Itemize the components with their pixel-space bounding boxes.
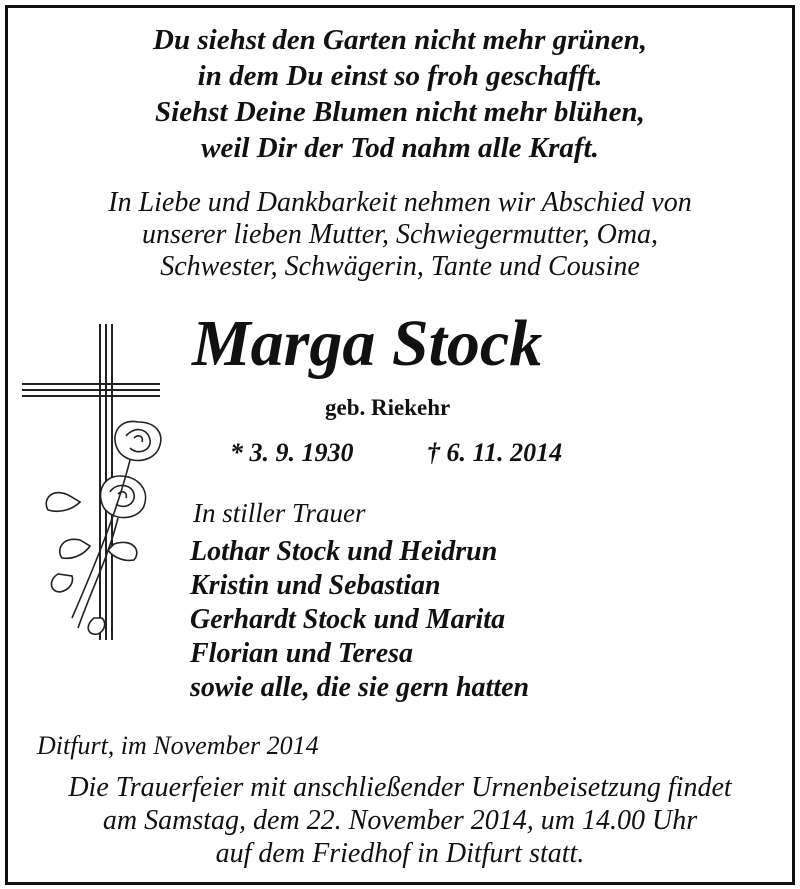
intro-line: In Liebe und Dankbarkeit nehmen wir Abschied von [108, 187, 692, 218]
birth-date: * 3. 9. 1930 [230, 438, 354, 467]
mourning-label: In stiller Trauer [193, 498, 366, 528]
funeral-service-info [0, 771, 800, 870]
mourner-line: Florian und Teresa [190, 638, 414, 669]
cross-with-roses-icon [18, 318, 178, 648]
intro-line: Schwester, Schwägerin, Tante und Cousine [160, 251, 640, 282]
mourner-line: sowie alle, die sie gern hatten [190, 672, 530, 703]
poem-line: Siehst Deine Blumen nicht mehr blühen, [155, 96, 645, 128]
place-and-date: Ditfurt, im November 2014 [37, 731, 319, 760]
deceased-name: Marga Stock [192, 307, 543, 380]
poem [0, 22, 800, 166]
poem-line: Du siehst den Garten nicht mehr grünen, [153, 24, 647, 56]
service-line: auf dem Friedhof in Ditfurt statt. [215, 838, 585, 869]
poem-line: weil Dir der Tod nahm alle Kraft. [201, 132, 599, 164]
intro-line: unserer lieben Mutter, Schwiegermutter, Oma, [141, 219, 659, 250]
death-date: † 6. 11. 2014 [427, 438, 563, 467]
service-line: Die Trauerfeier mit anschließender Urnenbeisetzung findet [68, 772, 732, 803]
mourner-line: Gerhardt Stock und Marita [190, 604, 506, 635]
mourners-list [190, 535, 529, 705]
maiden-name: geb. Riekehr [325, 395, 451, 420]
farewell-intro [0, 187, 800, 283]
service-line: am Samstag, dem 22. November 2014, um 14.00 Uhr [102, 805, 698, 836]
mourner-line: Kristin und Sebastian [190, 570, 441, 601]
poem-line: in dem Du einst so froh geschafft. [197, 60, 603, 92]
mourner-line: Lothar Stock und Heidrun [190, 536, 498, 567]
